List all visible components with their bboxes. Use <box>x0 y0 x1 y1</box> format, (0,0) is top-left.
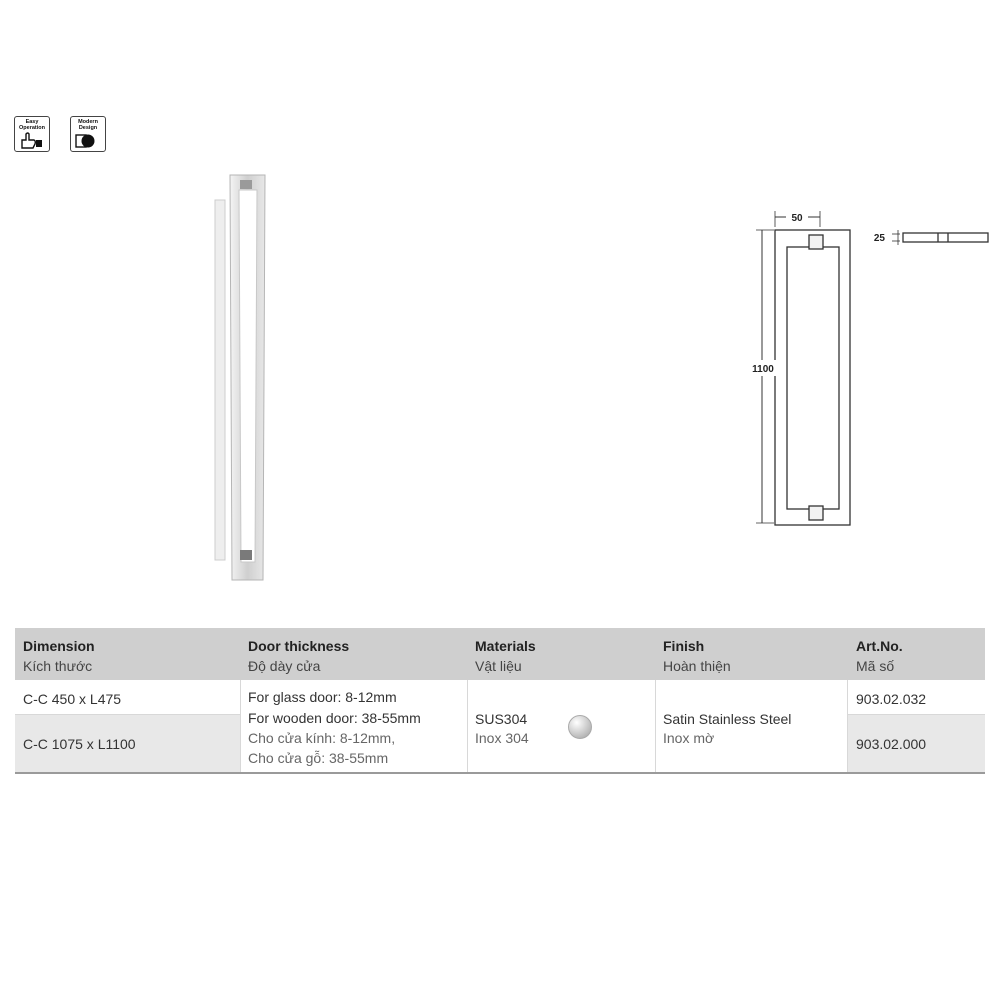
art-number: 903.02.000 <box>856 736 927 752</box>
steel-finish-swatch <box>568 715 592 739</box>
header-label-en: Door thickness <box>248 638 350 654</box>
art-number: 903.02.032 <box>856 691 927 707</box>
header-label-en: Art.No. <box>856 638 903 654</box>
header-label-en: Dimension <box>23 638 95 654</box>
cell-divider <box>240 680 241 772</box>
door-thickness-text: For glass door: 8-12mm <box>248 689 397 705</box>
spec-table <box>15 628 985 774</box>
modern-design-badge <box>70 116 106 152</box>
dim-depth-label: 25 <box>873 233 885 244</box>
door-thickness-text: For wooden door: 38-55mm <box>248 710 421 726</box>
door-thickness-text: Cho cửa kính: 8-12mm, <box>248 730 396 746</box>
dim-width-label: 50 <box>791 213 803 224</box>
product-photo <box>205 170 285 585</box>
cell-divider <box>467 680 468 772</box>
header-label-en: Finish <box>663 638 705 654</box>
technical-drawing <box>740 205 990 535</box>
table-header-row <box>15 628 985 680</box>
table-bottom-border <box>15 772 985 774</box>
door-thickness-text: Cho cửa gỗ: 38-55mm <box>248 750 389 766</box>
modern-design-label: Modern Design <box>78 119 98 131</box>
dimension-value: C-C 450 x L475 <box>23 691 122 707</box>
header-label-en: Materials <box>475 638 536 654</box>
material-text: Inox 304 <box>475 730 529 746</box>
cell-divider <box>847 680 848 772</box>
row-divider <box>15 714 240 715</box>
header-label-vi: Vật liệu <box>475 658 522 674</box>
finish-text: Satin Stainless Steel <box>663 711 792 727</box>
hand-press-icon <box>19 131 45 149</box>
header-label-vi: Độ dày cửa <box>248 658 321 674</box>
header-label-vi: Kích thước <box>23 658 93 674</box>
cell-divider <box>655 680 656 772</box>
easy-operation-badge <box>14 116 50 152</box>
dim-height-label: 1100 <box>752 364 774 375</box>
header-label-vi: Mã số <box>856 658 895 674</box>
modern-shape-icon <box>75 131 101 149</box>
dimension-value: C-C 1075 x L1100 <box>23 736 136 752</box>
easy-operation-label: Easy Operation <box>19 119 45 131</box>
row-divider <box>847 714 985 715</box>
finish-text: Inox mờ <box>663 730 715 746</box>
material-text: SUS304 <box>475 711 528 727</box>
header-label-vi: Hoàn thiện <box>663 658 731 674</box>
